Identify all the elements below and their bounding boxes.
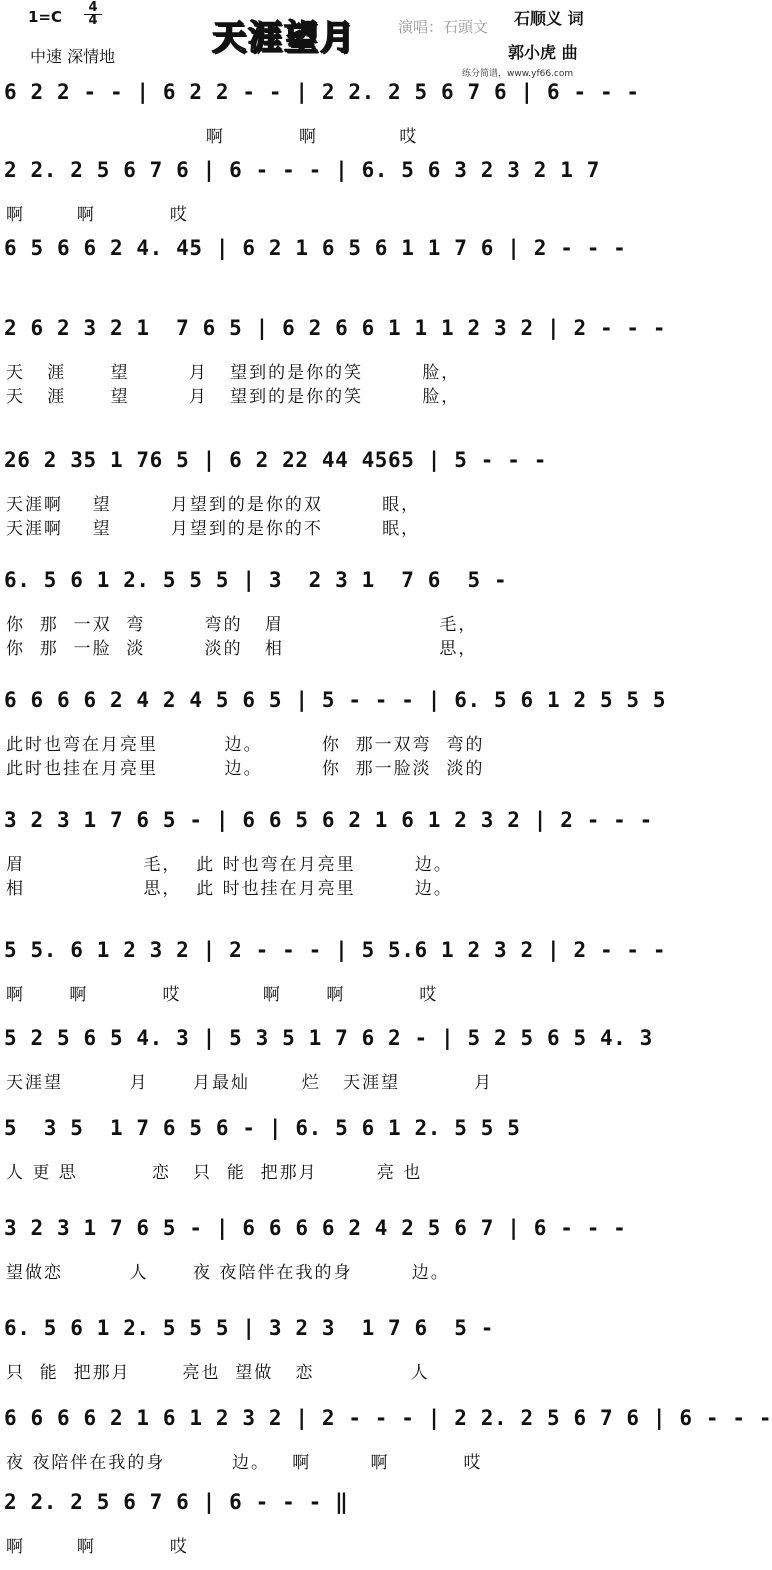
lyric-line: 此时也弯在月亮里 边。 你 那一双弯 弯的 — [6, 735, 485, 755]
composer-credit: 郭小虎 曲 — [508, 43, 578, 62]
lyric-line: 啊 啊 哎 — [6, 127, 419, 147]
lyric-line: 夜 夜陪伴在我的身 边。 啊 啊 哎 — [6, 1453, 483, 1473]
lyric-line: 望做恋 人 夜 夜陪伴在我的身 边。 — [6, 1263, 450, 1283]
lyric-line: 你 那 一脸 淡 淡的 相 思， — [6, 639, 478, 659]
notation-line: 6. 5 6 1 2. 5 5 5 | 3 2 3 1 7 6 5 - — [4, 568, 508, 592]
notation-line: 6 5 6 6 2 4. 45 | 6 2 1 6 5 6 1 1 7 6 | 2 - - - — [4, 236, 627, 260]
meter-bottom: 4 — [84, 14, 102, 27]
key-signature: 1=C — [28, 8, 63, 26]
lyric-line: 啊 啊 哎 啊 啊 哎 — [6, 985, 439, 1005]
lyric-line: 天涯望 月 月最灿 烂 天涯望 月 — [6, 1073, 494, 1093]
lyric-line: 啊 啊 哎 — [6, 205, 189, 225]
lyric-line: 只 能 把那月 亮也 望做 恋 人 — [6, 1363, 430, 1383]
lyric-line: 相 思， 此 时也挂在月亮里 边。 — [6, 879, 453, 899]
lyric-line: 天涯啊 望 月望到的是你的不 眠， — [6, 519, 421, 539]
lyricist-credit: 石顺义 词 — [514, 9, 584, 28]
lyric-line: 啊 啊 哎 — [6, 1537, 189, 1557]
notation-line: 5 5. 6 1 2 3 2 | 2 - - - | 5 5.6 1 2 3 2 | 2 - - - — [4, 938, 667, 962]
lyric-line: 人 更 思 恋 只 能 把那月 亮 也 — [6, 1163, 423, 1183]
site-watermark: 练分简谱，www.yf66.com — [462, 69, 574, 79]
notation-line: 2 2. 2 5 6 7 6 | 6 - - - | 6. 5 6 3 2 3 2 1 7 — [4, 158, 600, 182]
notation-line: 2 2. 2 5 6 7 6 | 6 - - - ‖ — [4, 1490, 349, 1514]
meter-top: 4 — [88, 0, 98, 15]
lyric-line: 天涯啊 望 月望到的是你的双 眼， — [6, 495, 421, 515]
notation-line: 26 2 35 1 76 5 | 6 2 22 44 4565 | 5 - - - — [4, 448, 547, 472]
lyric-line: 此时也挂在月亮里 边。 你 那一脸淡 淡的 — [6, 759, 485, 779]
time-signature — [84, 2, 102, 27]
notation-line: 5 3 5 1 7 6 5 6 - | 6. 5 6 1 2. 5 5 5 — [4, 1116, 521, 1140]
notation-line: 6 2 2 - - | 6 2 2 - - | 2 2. 2 5 6 7 6 | 6 - - - — [4, 80, 640, 104]
notation-line: 3 2 3 1 7 6 5 - | 6 6 5 6 2 1 6 1 2 3 2 | 2 - - - — [4, 808, 653, 832]
tempo-marking: 中速 深情地 — [30, 47, 116, 66]
lyric-line: 天 涯 望 月 望到的是你的笑 脸， — [6, 363, 461, 383]
notation-line: 2 6 2 3 2 1 7 6 5 | 6 2 6 6 1 1 1 2 3 2 | 2 - - - — [4, 316, 667, 340]
lyric-line: 眉 毛， 此 时也弯在月亮里 边。 — [6, 855, 453, 875]
lyric-line: 天 涯 望 月 望到的是你的笑 脸， — [6, 387, 461, 407]
notation-line: 5 2 5 6 5 4. 3 | 5 3 5 1 7 6 2 - | 5 2 5 6 5 4. 3 — [4, 1026, 653, 1050]
lyric-line: 你 那 一双 弯 弯的 眉 毛， — [6, 615, 478, 635]
singer-credit: 演唱：石頭文 — [398, 18, 489, 36]
song-title: 天涯望月 — [212, 18, 356, 58]
notation-line: 3 2 3 1 7 6 5 - | 6 6 6 6 2 4 2 5 6 7 | 6 - - - — [4, 1216, 627, 1240]
notation-line: 6 6 6 6 2 4 2 4 5 6 5 | 5 - - - | 6. 5 6 1 2 5 5 5 — [4, 688, 667, 712]
notation-line: 6. 5 6 1 2. 5 5 5 | 3 2 3 1 7 6 5 - — [4, 1316, 494, 1340]
notation-line: 6 6 6 6 2 1 6 1 2 3 2 | 2 - - - | 2 2. 2 5 6 7 6 | 6 - - - — [4, 1406, 772, 1430]
